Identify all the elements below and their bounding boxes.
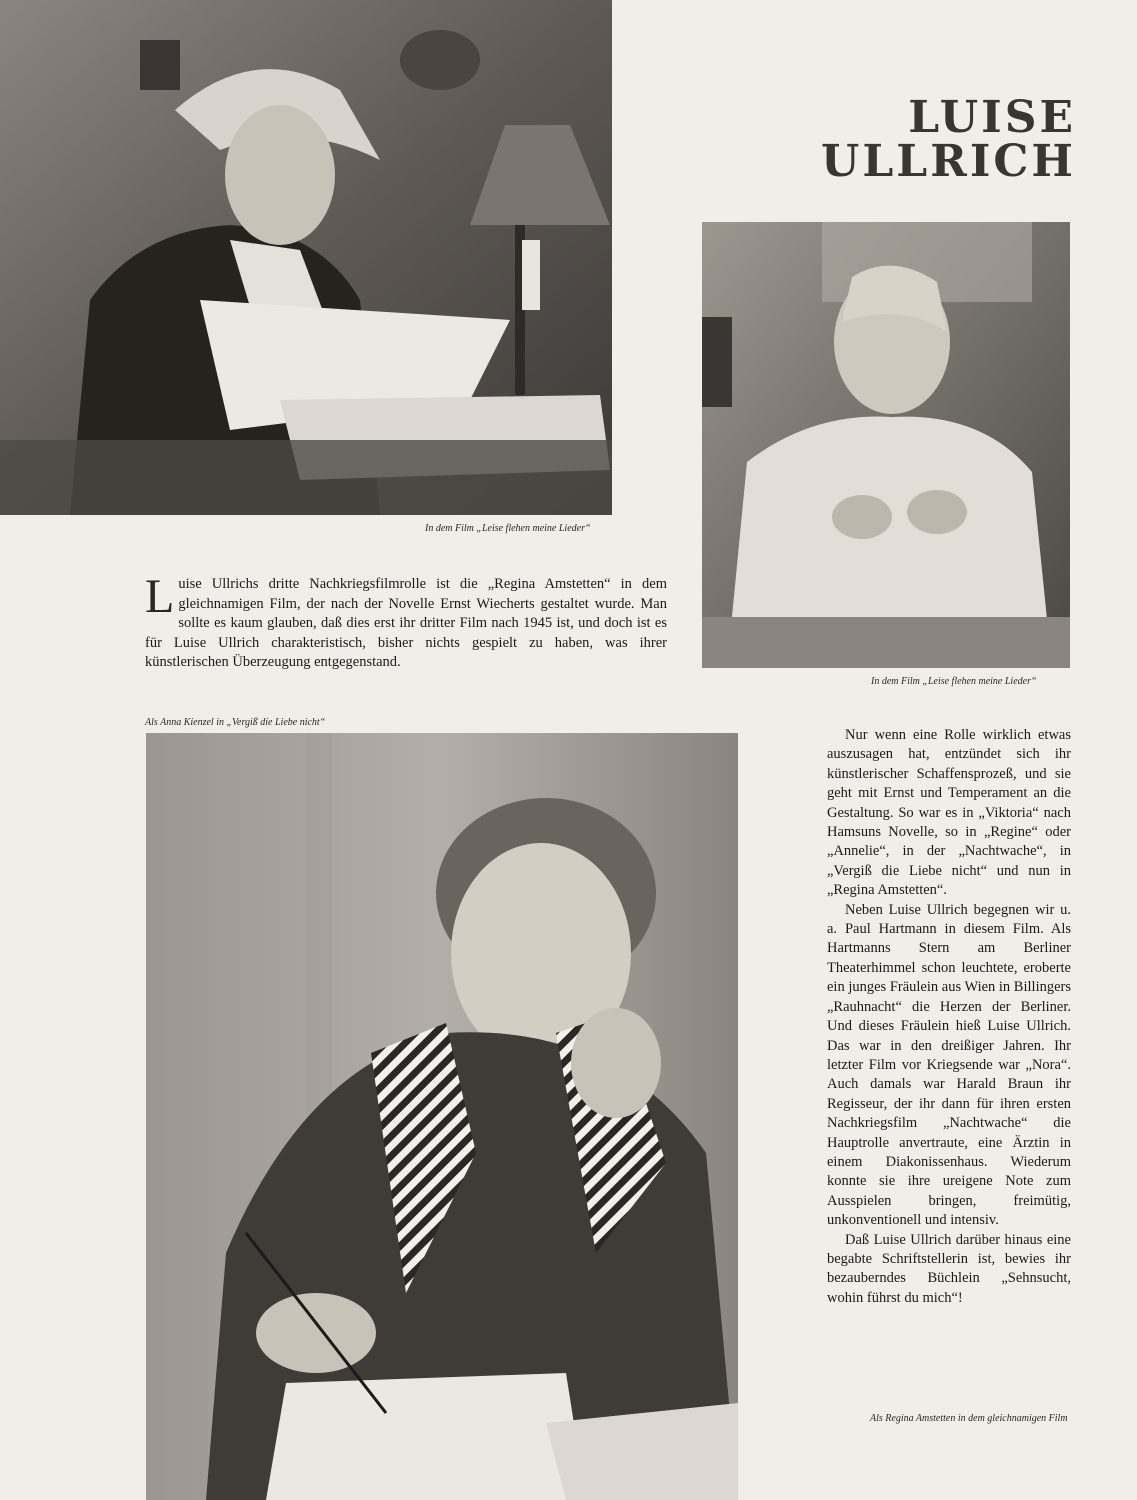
photo-top-left-caption: In dem Film „Leise flehen meine Lieder“	[425, 523, 591, 534]
page-title: LUISE ULLRICH	[821, 92, 1076, 187]
photo-portrait	[146, 733, 738, 1500]
portrait-bottom-caption: Als Regina Amstetten in dem gleichnamigen Film	[870, 1413, 1068, 1424]
intro-text: uise Ullrichs dritte Nachkriegsfilmrolle ist die „Regina Amstetten“ in dem gleichnamigen Film, der nach der Novelle Ernst Wiecherts gestaltet wurde. Man sollte es kaum glauben, daß dies erst ihr dritter Film nach 1945 ist, und doch ist es für Luise Ullrich charakteristisch, bisher nichts gespielt zu haben, was ihrer künstlerischen Überzeugung entgegenstand.	[145, 576, 667, 671]
column-paragraph: Neben Luise Ullrich begegnen wir u. a. Paul Hartmann in diesem Film. Als Hartmanns Stern am Berliner Theaterhimmel schon leuchtete, eroberte ein junges Fräulein aus Wien in Billingers „Rauhnacht“ die Herzen der Berliner. Und dieses Fräulein hieß Luise Ullrich. Das war in den dreißiger Jahren. Ihr letzter Film vor Kriegsende war „Nora“. Auch damals war Harald Braun ihr Regisseur, der ihr dann für ihren ersten Nachkriegsfilm „Nachtwache“ die Hauptrolle anvertraute, eine Ärztin in einem Diakonissenhaus. Wiederum konnte sie ihre ureigene Note zum Ausspielen bringen, freimütig, unkonventionell und intensiv.	[827, 901, 1072, 1229]
photo-woman-reading-letter-icon	[0, 0, 612, 515]
column-paragraph: Nur wenn eine Rolle wirklich etwas auszusagen hat, entzündet sich ihr künstlerischer Schaffensprozeß, und sie geht mit Ernst und Temperament an die Gestaltung. So war es in „Viktoria“ nach Hamsuns Novelle, so in „Regine“ oder „Annelie“, in der „Nachtwache“, in „Vergiß die Liebe nicht“ und nun in „Regina Amstetten“.	[827, 727, 1071, 899]
photo-top-left	[0, 0, 612, 515]
portrait-caption: Als Anna Kienzel in „Vergiß die Liebe nicht“	[145, 717, 326, 728]
intro-paragraph	[145, 570, 667, 673]
drop-cap: L	[145, 570, 175, 623]
article-column	[827, 726, 1071, 1308]
photo-top-right	[702, 222, 1070, 668]
photo-woman-writing-portrait-icon	[146, 733, 738, 1500]
photo-top-right-caption: In dem Film „Leise flehen meine Lieder“	[871, 676, 1037, 687]
photo-young-woman-holding-flower-icon	[702, 222, 1070, 668]
column-paragraph: Daß Luise Ullrich darüber hinaus eine begabte Schriftstellerin ist, bewies ihr bezauberndes Büchlein „Sehnsucht, wohin führst du mich“!	[827, 1231, 1071, 1306]
